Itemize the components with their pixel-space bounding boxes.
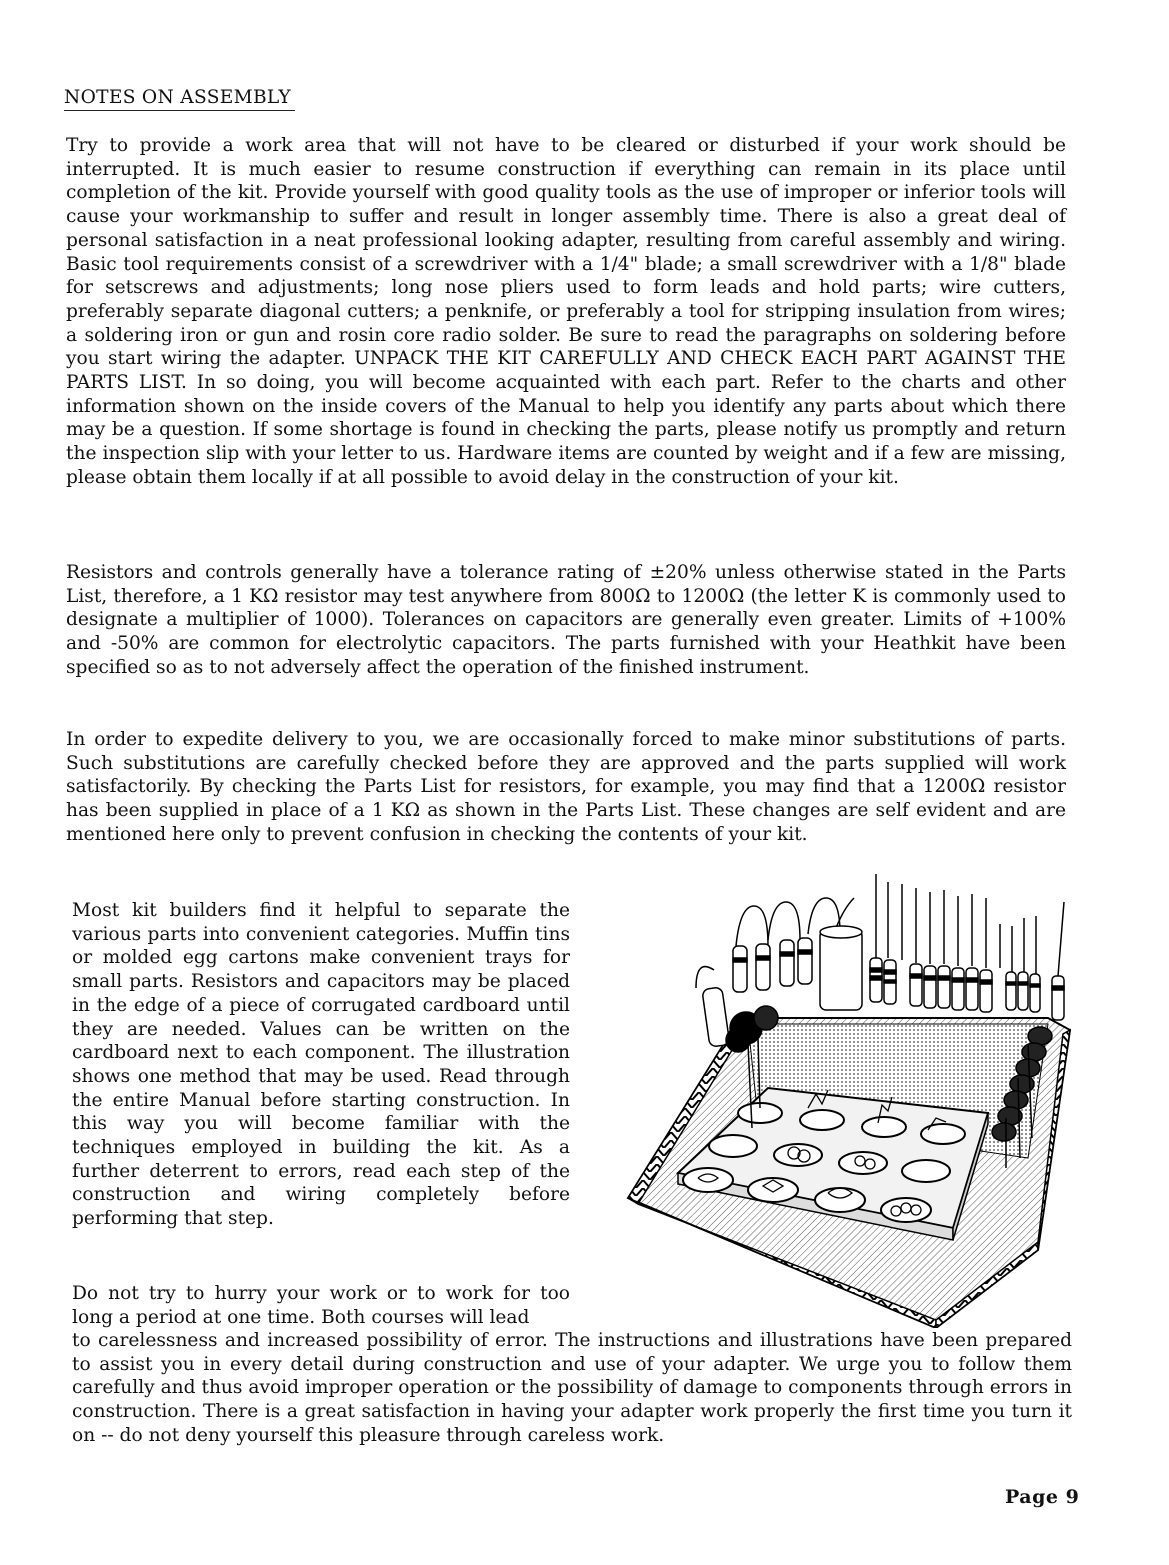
paragraph-substitutions: In order to expedite delivery to you, we are occasionally forced to make minor substitutions of parts. Such substitutions are carefully checked before they are approved and the parts supplied will work satisfactorily. By checking the Parts List for resistors, for example, you may find that a 1200Ω resistor has been supplied in place of a 1 KΩ as shown in the Parts List. These changes are self evident and are mentioned here only to prevent confusion in checking the contents of your kit. — [66, 729, 1066, 845]
paragraph-work-area: Try to provide a work area that will not have to be cleared or disturbed if your work should be interrupted. It is much easier to resume construction if everything can remain in its place until completion of the kit. Provide yourself with good quality tools as the use of improper or inferior tools will cause your workmanship to suffer and result in longer assembly time. There is also a great deal of personal satisfaction in a neat professional looking adapter, resulting from careful assembly and wiring. Basic tool requirements consist of a screwdriver with a 1/4" blade; a small screwdriver with a 1/8" blade for setscrews and adjustments; long nose pliers used to form leads and hold parts; wire cutters, preferably separate diagonal cutters; a penknife, or preferably a tool for stripping insulation from wires; a soldering iron or gun and rosin core radio solder. Be sure to read the paragraphs on soldering before you start wiring the adapter. UNPACK THE KIT CAREFULLY AND CHECK EACH PART AGAINST THE PARTS LIST. In so doing, you will become acquainted with each part. Refer to the charts and other information shown on the inside covers of the Manual to help you identify any parts about which there may be a question. If some shortage is found in checking the parts, please notify us promptly and return the inspection slip with your letter to us. Hardware items are counted by weight and if a few are missing, please obtain them locally if at all possible to avoid delay in the construction of your kit. — [66, 135, 1066, 488]
paragraph-do-not-hurry-start: Do not try to hurry your work or to work for too long a period at one time. Both courses will lead — [72, 1283, 570, 1328]
paragraph-tolerances: Resistors and controls generally have a tolerance rating of ±20% unless otherwise stated in the Parts List, therefore, a 1 KΩ resistor may test anywhere from 800Ω to 1200Ω (the letter K is commonly used to designate a multiplier of 1000). Tolerances on capacitors are generally even greater. Limits of +100% and -50% are common for electrolytic capacitors. The parts furnished with your Heathkit have been specified so as to not adversely affect the operation of the finished instrument. — [66, 562, 1066, 678]
page-number: Page 9 — [1005, 1486, 1080, 1508]
paragraph-do-not-hurry-continued: to carelessness and increased possibility of error. The instructions and illustrations have been prepared to assist you in every detail during construction and use of your adapter. We urge you to follow them carefully and thus avoid improper operation or the possibility of damage to components through errors in construction. There is a great satisfaction in having your adapter work properly the first time you turn it on -- do not deny yourself this pleasure through careless work. — [72, 1330, 1072, 1446]
section-heading: NOTES ON ASSEMBLY — [64, 86, 295, 111]
paragraph-sorting-parts: Most kit builders find it helpful to separate the various parts into convenient categories. Muffin tins or molded egg cartons make convenient trays for small parts. Resistors and capacitors may be placed in the edge of a piece of corrugated cardboard until they are needed. Values can be written on the cardboard next to each component. The illustration shows one method that may be used. Read through the entire Manual before starting construction. In this way you will become familiar with the techniques employed in building the kit. As a further deterrent to errors, read each step of the construction and wiring completely before performing that step. — [72, 900, 570, 1230]
parts-tray-illustration — [608, 868, 1078, 1328]
